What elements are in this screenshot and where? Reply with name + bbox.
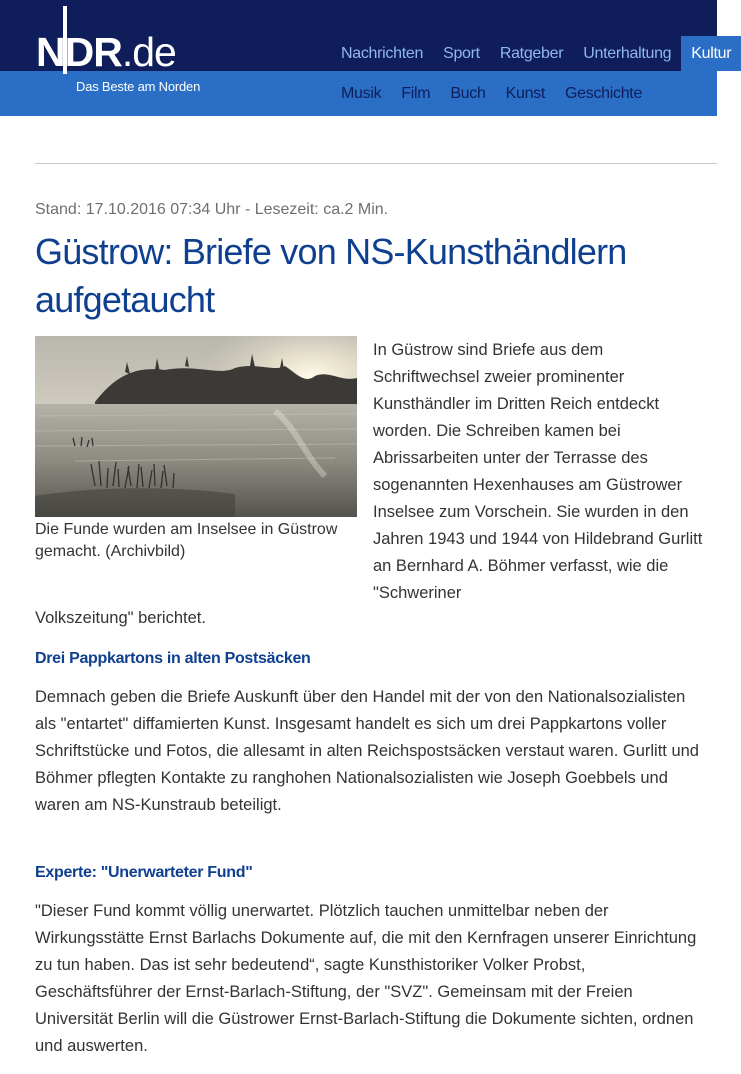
section-text-2: "Dieser Fund kommt völlig unerwartet. Plötzlich tauchen unmittelbar neben der Wirkungsstätte Ernst Barlachs Dokumente auf, die mit den Kernfragen unserer Einrichtung zu tun haben. Das ist sehr bedeutend“, sagte Kunsthistoriker Volker Probst, Geschäftsführer der Ernst-Barlach-Stiftung, der "SVZ". Gemeinsam mit der Freien Universität Berlin will die Güstrower Ernst-Barlach-Stiftung die Dokumente sichten, ordnen und auswerten.	[35, 902, 697, 1055]
subnav-item-kunst[interactable]: Kunst	[505, 85, 546, 102]
inselsee-photo[interactable]	[35, 336, 357, 517]
article-intro-end: Volkszeitung" berichtet.	[35, 609, 206, 627]
subnav-item-geschichte[interactable]: Geschichte	[565, 85, 643, 102]
section-heading-2: Experte: "Unerwarteter Fund"	[35, 864, 253, 881]
logo-domain: .de	[121, 29, 176, 75]
subnav-item-musik[interactable]: Musik	[341, 85, 382, 102]
site-header	[0, 0, 732, 116]
sub-navigation	[331, 71, 652, 116]
logo-brand: NDR	[36, 29, 122, 75]
subnav-item-film[interactable]: Film	[401, 85, 431, 102]
logo-slogan: Das Beste am Norden	[76, 79, 201, 94]
article-meta: Stand: 17.10.2016 07:34 Uhr - Lesezeit: ca.2 Min.	[35, 201, 389, 218]
image-caption: Die Funde wurden am Inselsee in Güstrow gemacht. (Archivbild)	[35, 521, 338, 560]
nav-item-unterhaltung[interactable]: Unterhaltung	[583, 45, 672, 62]
nav-item-nachrichten[interactable]: Nachrichten	[341, 45, 424, 62]
logo-wordmark	[36, 29, 176, 75]
nav-item-sport[interactable]: Sport	[443, 45, 480, 62]
section-text-1: Demnach geben die Briefe Auskunft über den Handel mit der von den Nationalsozialisten als "entartet" diffamierten Kunst. Insgesamt handelt es sich um drei Pappkartons voller Schriftstücke und Fotos, die allesamt in alten Reichspostsäcken verstaut waren. Gurlitt und Böhmer pflegten Kontakte zu ranghohen Nationalsozialisten wie Joseph Goebbels und waren am NS-Kunstraub beteiligt.	[35, 688, 699, 814]
main-navigation	[331, 36, 741, 71]
section-heading-1: Drei Pappkartons in alten Postsäcken	[35, 650, 311, 667]
article-title: Güstrow: Briefe von NS-Kunsthändlern aufgetaucht	[35, 231, 627, 320]
content-divider	[35, 163, 717, 164]
article-intro: In Güstrow sind Briefe aus dem Schriftwechsel zweier prominenter Kunsthändler im Dritten Reich entdeckt worden. Die Schreiben kamen bei Abrissarbeiten unter der Terrasse des sogenannten Hexenhauses am Güstrower Inselsee zum Vorschein. Sie wurden in den Jahren 1943 und 1944 von Hildebrand Gurlitt an Bernhard A. Böhmer verfasst, wie die "Schweriner	[373, 341, 703, 602]
nav-item-ratgeber[interactable]: Ratgeber	[499, 45, 564, 62]
nav-item-kultur[interactable]: Kultur	[681, 36, 741, 71]
article-figure	[35, 336, 357, 563]
ndr-logo[interactable]	[36, 6, 206, 96]
subnav-item-buch[interactable]: Buch	[450, 85, 486, 102]
